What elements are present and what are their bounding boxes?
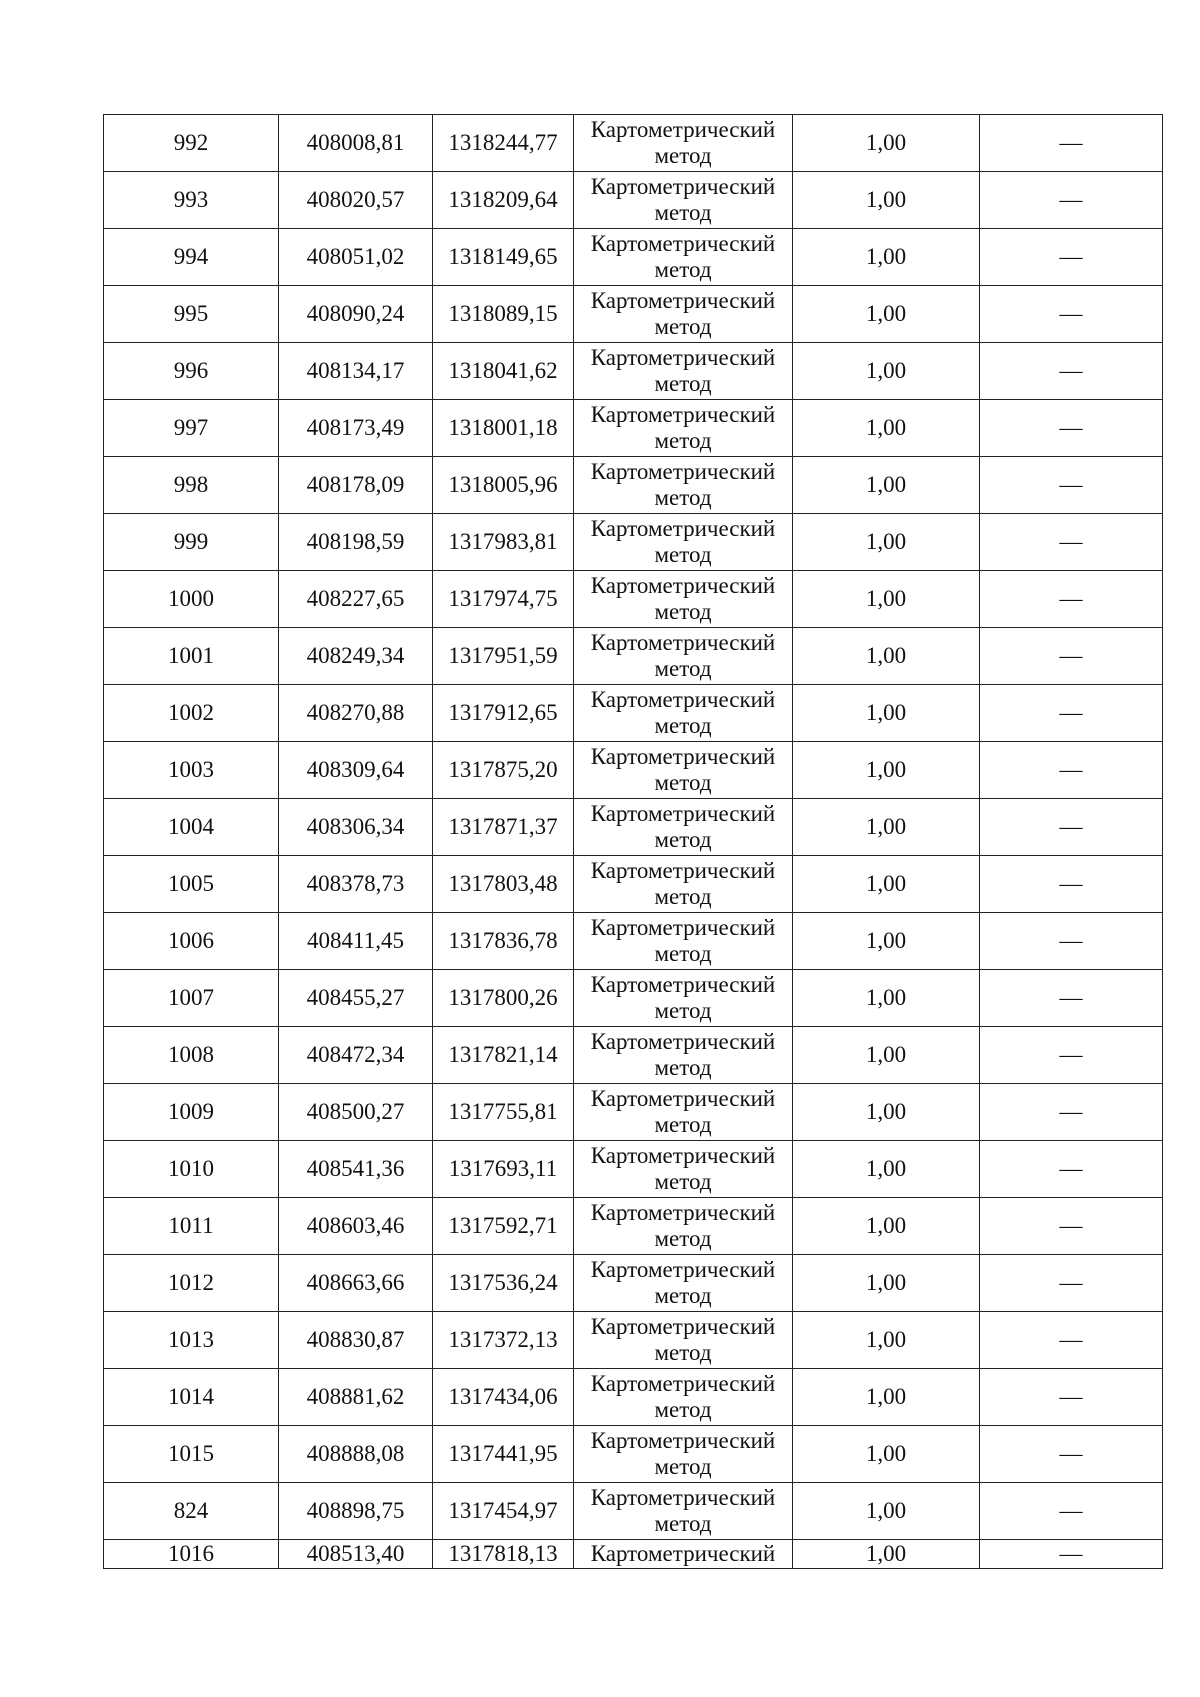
note-cell: —	[980, 742, 1163, 799]
method-line-2: метод	[654, 1169, 712, 1194]
table-row	[104, 229, 1163, 286]
method-line-1: Картометрический	[590, 1200, 776, 1225]
method-line-2: метод	[654, 143, 712, 168]
method-cell	[574, 1027, 793, 1084]
accuracy-cell: 1,00	[793, 1426, 980, 1483]
method-cell	[574, 1540, 793, 1569]
x-coordinate-cell: 408663,66	[279, 1255, 433, 1312]
method-cell	[574, 742, 793, 799]
y-coordinate-cell: 1318001,18	[433, 400, 574, 457]
accuracy-cell: 1,00	[793, 115, 980, 172]
method-cell	[574, 1312, 793, 1369]
table-row	[104, 571, 1163, 628]
note-cell: —	[980, 1369, 1163, 1426]
method-line-1: Картометрический	[590, 1143, 776, 1168]
y-coordinate-cell: 1317821,14	[433, 1027, 574, 1084]
table-row	[104, 400, 1163, 457]
x-coordinate-cell: 408881,62	[279, 1369, 433, 1426]
y-coordinate-cell: 1318089,15	[433, 286, 574, 343]
method-cell	[574, 514, 793, 571]
method-line-1: Картометрический	[590, 915, 776, 940]
point-number-cell: 996	[104, 343, 279, 400]
table-row	[104, 514, 1163, 571]
point-number-cell: 1002	[104, 685, 279, 742]
method-line-2: метод	[654, 1283, 712, 1308]
table-row	[104, 115, 1163, 172]
y-coordinate-cell: 1317974,75	[433, 571, 574, 628]
note-cell: —	[980, 286, 1163, 343]
method-line-2: метод	[654, 1454, 712, 1479]
point-number-cell: 992	[104, 115, 279, 172]
x-coordinate-cell: 408051,02	[279, 229, 433, 286]
method-line-1: Картометрический	[590, 858, 776, 883]
method-line-1: Картометрический	[590, 516, 776, 541]
method-line-1: Картометрический	[590, 402, 776, 427]
point-number-cell: 1010	[104, 1141, 279, 1198]
method-line-1: Картометрический	[590, 1541, 776, 1566]
method-line-1: Картометрический	[590, 345, 776, 370]
point-number-cell: 1003	[104, 742, 279, 799]
table-row	[104, 1198, 1163, 1255]
table-row	[104, 1084, 1163, 1141]
method-cell	[574, 799, 793, 856]
accuracy-cell: 1,00	[793, 856, 980, 913]
note-cell: —	[980, 343, 1163, 400]
method-line-2: метод	[654, 998, 712, 1023]
accuracy-cell: 1,00	[793, 1084, 980, 1141]
x-coordinate-cell: 408008,81	[279, 115, 433, 172]
y-coordinate-cell: 1317871,37	[433, 799, 574, 856]
note-cell: —	[980, 685, 1163, 742]
table-row	[104, 1540, 1163, 1569]
table-row	[104, 1369, 1163, 1426]
x-coordinate-cell: 408309,64	[279, 742, 433, 799]
method-line-2: метод	[654, 827, 712, 852]
note-cell: —	[980, 229, 1163, 286]
note-cell: —	[980, 514, 1163, 571]
method-cell	[574, 1426, 793, 1483]
method-line-1: Картометрический	[590, 1086, 776, 1111]
accuracy-cell: 1,00	[793, 571, 980, 628]
method-line-1: Картометрический	[590, 573, 776, 598]
method-line-1: Картометрический	[590, 1485, 776, 1510]
method-line-2: метод	[654, 656, 712, 681]
method-line-2: метод	[654, 1226, 712, 1251]
method-line-2: метод	[654, 770, 712, 795]
point-number-cell: 999	[104, 514, 279, 571]
method-line-1: Картометрический	[590, 687, 776, 712]
method-line-1: Картометрический	[590, 459, 776, 484]
accuracy-cell: 1,00	[793, 742, 980, 799]
x-coordinate-cell: 408178,09	[279, 457, 433, 514]
method-cell	[574, 286, 793, 343]
note-cell: —	[980, 115, 1163, 172]
method-cell	[574, 685, 793, 742]
accuracy-cell: 1,00	[793, 1540, 980, 1569]
table-row	[104, 1141, 1163, 1198]
method-cell	[574, 400, 793, 457]
method-cell	[574, 856, 793, 913]
note-cell: —	[980, 1027, 1163, 1084]
method-cell	[574, 571, 793, 628]
y-coordinate-cell: 1317441,95	[433, 1426, 574, 1483]
point-number-cell: 994	[104, 229, 279, 286]
method-cell	[574, 1255, 793, 1312]
method-line-1: Картометрический	[590, 1314, 776, 1339]
x-coordinate-cell: 408227,65	[279, 571, 433, 628]
y-coordinate-cell: 1317800,26	[433, 970, 574, 1027]
point-number-cell: 1012	[104, 1255, 279, 1312]
method-line-1: Картометрический	[590, 1029, 776, 1054]
x-coordinate-cell: 408378,73	[279, 856, 433, 913]
method-cell	[574, 1084, 793, 1141]
method-line-2: метод	[654, 713, 712, 738]
method-line-1: Картометрический	[590, 1371, 776, 1396]
x-coordinate-cell: 408603,46	[279, 1198, 433, 1255]
point-number-cell: 824	[104, 1483, 279, 1540]
point-number-cell: 1005	[104, 856, 279, 913]
accuracy-cell: 1,00	[793, 1312, 980, 1369]
method-line-2: метод	[654, 485, 712, 510]
note-cell: —	[980, 856, 1163, 913]
method-line-2: метод	[654, 542, 712, 567]
point-number-cell: 1009	[104, 1084, 279, 1141]
method-line-2: метод	[654, 1112, 712, 1137]
method-line-2: метод	[654, 1397, 712, 1422]
table-row	[104, 970, 1163, 1027]
y-coordinate-cell: 1317434,06	[433, 1369, 574, 1426]
point-number-cell: 995	[104, 286, 279, 343]
note-cell: —	[980, 1540, 1163, 1569]
accuracy-cell: 1,00	[793, 1483, 980, 1540]
point-number-cell: 1013	[104, 1312, 279, 1369]
accuracy-cell: 1,00	[793, 400, 980, 457]
accuracy-cell: 1,00	[793, 799, 980, 856]
table-row	[104, 1312, 1163, 1369]
note-cell: —	[980, 1312, 1163, 1369]
method-cell	[574, 913, 793, 970]
table-row	[104, 799, 1163, 856]
accuracy-cell: 1,00	[793, 1255, 980, 1312]
x-coordinate-cell: 408472,34	[279, 1027, 433, 1084]
note-cell: —	[980, 400, 1163, 457]
note-cell: —	[980, 628, 1163, 685]
y-coordinate-cell: 1317818,13	[433, 1540, 574, 1569]
x-coordinate-cell: 408513,40	[279, 1540, 433, 1569]
method-cell	[574, 1141, 793, 1198]
method-cell	[574, 115, 793, 172]
point-number-cell: 1016	[104, 1540, 279, 1569]
method-line-2: метод	[654, 371, 712, 396]
note-cell: —	[980, 1483, 1163, 1540]
note-cell: —	[980, 913, 1163, 970]
table-row	[104, 457, 1163, 514]
method-cell	[574, 229, 793, 286]
y-coordinate-cell: 1317592,71	[433, 1198, 574, 1255]
point-number-cell: 993	[104, 172, 279, 229]
method-line-1: Картометрический	[590, 174, 776, 199]
note-cell: —	[980, 1426, 1163, 1483]
y-coordinate-cell: 1318149,65	[433, 229, 574, 286]
coordinates-table	[103, 114, 1163, 1569]
method-line-2: метод	[654, 200, 712, 225]
y-coordinate-cell: 1318244,77	[433, 115, 574, 172]
method-cell	[574, 172, 793, 229]
note-cell: —	[980, 172, 1163, 229]
accuracy-cell: 1,00	[793, 172, 980, 229]
table-row	[104, 1027, 1163, 1084]
accuracy-cell: 1,00	[793, 913, 980, 970]
note-cell: —	[980, 1255, 1163, 1312]
x-coordinate-cell: 408541,36	[279, 1141, 433, 1198]
method-line-2: метод	[654, 257, 712, 282]
accuracy-cell: 1,00	[793, 628, 980, 685]
x-coordinate-cell: 408830,87	[279, 1312, 433, 1369]
point-number-cell: 998	[104, 457, 279, 514]
method-line-2: метод	[654, 1511, 712, 1536]
accuracy-cell: 1,00	[793, 229, 980, 286]
table-row	[104, 628, 1163, 685]
accuracy-cell: 1,00	[793, 1141, 980, 1198]
x-coordinate-cell: 408888,08	[279, 1426, 433, 1483]
point-number-cell: 1000	[104, 571, 279, 628]
accuracy-cell: 1,00	[793, 343, 980, 400]
point-number-cell: 1011	[104, 1198, 279, 1255]
method-line-1: Картометрический	[590, 231, 776, 256]
note-cell: —	[980, 1198, 1163, 1255]
table-row	[104, 913, 1163, 970]
y-coordinate-cell: 1317875,20	[433, 742, 574, 799]
method-line-1: Картометрический	[590, 744, 776, 769]
y-coordinate-cell: 1317836,78	[433, 913, 574, 970]
table-row	[104, 1255, 1163, 1312]
method-line-2: метод	[654, 314, 712, 339]
y-coordinate-cell: 1318005,96	[433, 457, 574, 514]
y-coordinate-cell: 1317983,81	[433, 514, 574, 571]
accuracy-cell: 1,00	[793, 1198, 980, 1255]
point-number-cell: 997	[104, 400, 279, 457]
x-coordinate-cell: 408020,57	[279, 172, 433, 229]
method-line-1: Картометрический	[590, 630, 776, 655]
method-cell	[574, 1369, 793, 1426]
method-line-1: Картометрический	[590, 972, 776, 997]
y-coordinate-cell: 1317951,59	[433, 628, 574, 685]
note-cell: —	[980, 1141, 1163, 1198]
table-row	[104, 1483, 1163, 1540]
y-coordinate-cell: 1317454,97	[433, 1483, 574, 1540]
method-line-1: Картометрический	[590, 801, 776, 826]
x-coordinate-cell: 408249,34	[279, 628, 433, 685]
table-row	[104, 856, 1163, 913]
method-line-2: метод	[654, 941, 712, 966]
accuracy-cell: 1,00	[793, 1369, 980, 1426]
x-coordinate-cell: 408090,24	[279, 286, 433, 343]
note-cell: —	[980, 571, 1163, 628]
y-coordinate-cell: 1317912,65	[433, 685, 574, 742]
method-line-1: Картометрический	[590, 1428, 776, 1453]
method-line-2: метод	[654, 1340, 712, 1365]
x-coordinate-cell: 408411,45	[279, 913, 433, 970]
table-row	[104, 343, 1163, 400]
y-coordinate-cell: 1318209,64	[433, 172, 574, 229]
method-line-1: Картометрический	[590, 1257, 776, 1282]
method-line-2: метод	[654, 1055, 712, 1080]
point-number-cell: 1006	[104, 913, 279, 970]
method-line-1: Картометрический	[590, 117, 776, 142]
method-cell	[574, 343, 793, 400]
accuracy-cell: 1,00	[793, 970, 980, 1027]
method-line-2: метод	[654, 428, 712, 453]
point-number-cell: 1008	[104, 1027, 279, 1084]
accuracy-cell: 1,00	[793, 1027, 980, 1084]
accuracy-cell: 1,00	[793, 685, 980, 742]
note-cell: —	[980, 1084, 1163, 1141]
method-line-2: метод	[654, 599, 712, 624]
method-cell	[574, 970, 793, 1027]
table-row	[104, 685, 1163, 742]
accuracy-cell: 1,00	[793, 514, 980, 571]
x-coordinate-cell: 408134,17	[279, 343, 433, 400]
point-number-cell: 1004	[104, 799, 279, 856]
table-row	[104, 1426, 1163, 1483]
accuracy-cell: 1,00	[793, 286, 980, 343]
note-cell: —	[980, 970, 1163, 1027]
method-cell	[574, 628, 793, 685]
method-cell	[574, 1198, 793, 1255]
y-coordinate-cell: 1317372,13	[433, 1312, 574, 1369]
accuracy-cell: 1,00	[793, 457, 980, 514]
point-number-cell: 1015	[104, 1426, 279, 1483]
method-line-1: Картометрический	[590, 288, 776, 313]
x-coordinate-cell: 408500,27	[279, 1084, 433, 1141]
point-number-cell: 1001	[104, 628, 279, 685]
x-coordinate-cell: 408173,49	[279, 400, 433, 457]
x-coordinate-cell: 408198,59	[279, 514, 433, 571]
x-coordinate-cell: 408898,75	[279, 1483, 433, 1540]
table-row	[104, 286, 1163, 343]
y-coordinate-cell: 1317803,48	[433, 856, 574, 913]
x-coordinate-cell: 408455,27	[279, 970, 433, 1027]
table-row	[104, 172, 1163, 229]
y-coordinate-cell: 1318041,62	[433, 343, 574, 400]
coordinates-table-body	[104, 115, 1163, 1569]
method-cell	[574, 1483, 793, 1540]
table-row	[104, 742, 1163, 799]
y-coordinate-cell: 1317536,24	[433, 1255, 574, 1312]
point-number-cell: 1007	[104, 970, 279, 1027]
x-coordinate-cell: 408270,88	[279, 685, 433, 742]
x-coordinate-cell: 408306,34	[279, 799, 433, 856]
y-coordinate-cell: 1317693,11	[433, 1141, 574, 1198]
y-coordinate-cell: 1317755,81	[433, 1084, 574, 1141]
point-number-cell: 1014	[104, 1369, 279, 1426]
note-cell: —	[980, 799, 1163, 856]
method-line-2: метод	[654, 884, 712, 909]
method-cell	[574, 457, 793, 514]
note-cell: —	[980, 457, 1163, 514]
